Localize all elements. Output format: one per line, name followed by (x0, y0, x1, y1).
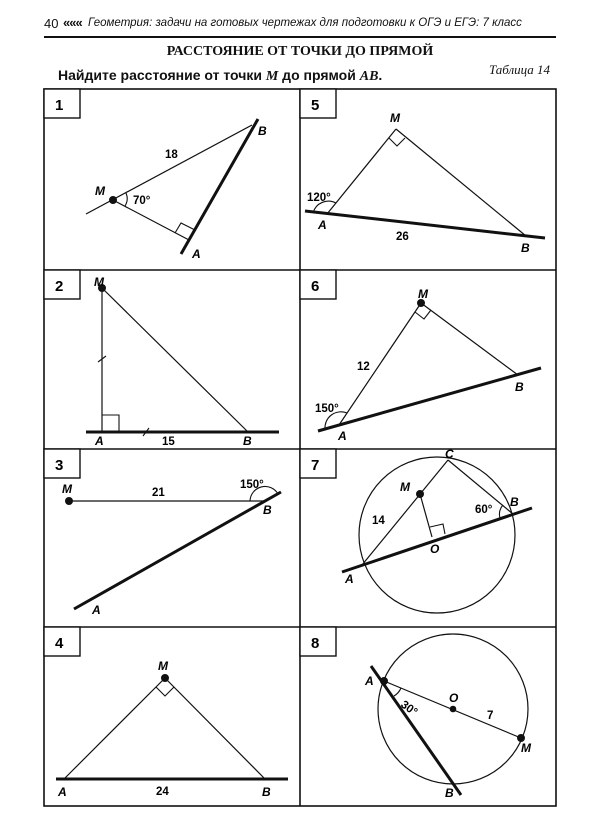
label-point: O (430, 542, 440, 556)
point-a (381, 678, 388, 685)
label-point: M (390, 111, 400, 125)
table-label: Таблица 14 (489, 62, 551, 77)
number-boxes (44, 89, 336, 656)
angle-arc (499, 505, 503, 518)
right-angle-mark (175, 223, 195, 233)
label-point: M (158, 659, 168, 673)
label-point: A (345, 572, 354, 586)
point-m (417, 491, 424, 498)
label-point: A (318, 218, 327, 232)
segment-mb (396, 129, 526, 236)
header-marker: ««« (63, 15, 82, 30)
value-label: 26 (396, 231, 409, 243)
label-point: B (515, 380, 524, 394)
label-point: M (95, 184, 105, 198)
label-point: C (445, 447, 454, 461)
label-point: B (263, 503, 272, 517)
value-label: 21 (152, 487, 165, 499)
line-ab (318, 368, 541, 431)
problem-number: 8 (311, 635, 320, 652)
value-label: 120° (307, 192, 331, 204)
figure-2 (86, 285, 279, 437)
point-m (110, 197, 117, 204)
figure-6 (318, 300, 541, 432)
line-ab (371, 666, 461, 795)
page-number: 40 (44, 16, 59, 31)
label-point: A (95, 434, 104, 448)
label-point: A (338, 429, 347, 443)
problem-number: 1 (55, 97, 64, 114)
problem-number: 6 (311, 278, 320, 295)
label-point: B (258, 124, 267, 138)
value-label: 24 (156, 786, 169, 798)
figure-7 (342, 457, 532, 613)
value-label: 150° (315, 403, 339, 415)
value-label: 30° (398, 698, 420, 719)
value-label: 70° (133, 195, 151, 207)
problem-number: 3 (55, 457, 64, 474)
angle-arc (394, 688, 401, 696)
label-point: A (192, 247, 201, 261)
figure-1 (86, 119, 258, 254)
point-o (450, 706, 456, 712)
value-label: 15 (162, 436, 175, 448)
line-ab (305, 211, 545, 238)
section-title: РАССТОЯНИЕ ОТ ТОЧКИ ДО ПРЯМОЙ (166, 44, 434, 59)
segment-mb (165, 678, 265, 779)
segment-mb (421, 303, 518, 375)
label-point: A (58, 785, 67, 799)
angle-arc (125, 193, 127, 206)
point-m (162, 675, 169, 682)
line-ab (342, 508, 532, 572)
label-point: B (445, 786, 454, 800)
point-m (66, 498, 73, 505)
segment-mb (102, 288, 248, 432)
segment-mo (420, 494, 432, 537)
label-point: B (243, 434, 252, 448)
value-label: 60° (475, 504, 493, 516)
figure-3 (66, 486, 282, 609)
right-angle-mark (102, 415, 119, 432)
figure-5 (305, 129, 545, 238)
label-point: M (400, 480, 410, 494)
figure-4 (56, 675, 288, 780)
segment-ma (327, 129, 396, 214)
value-label: 12 (357, 361, 370, 373)
segment-ma (64, 678, 165, 779)
label-point: M (94, 275, 104, 289)
right-angle-mark (430, 524, 445, 534)
label-point: B (521, 241, 530, 255)
right-angle-mark (415, 310, 431, 319)
value-label: 150° (240, 479, 264, 491)
task-text: Найдите расстояние от точки M до прямой AB. (58, 67, 383, 84)
right-angle-mark (389, 138, 405, 146)
label-point: O (449, 691, 459, 705)
problem-number: 4 (55, 635, 64, 652)
label-point: A (92, 603, 101, 617)
value-label: 7 (487, 710, 494, 722)
problem-number: 7 (311, 457, 320, 474)
problem-number: 5 (311, 97, 320, 114)
line-ab (181, 119, 258, 254)
right-angle-mark (156, 687, 174, 696)
figure-8 (371, 634, 528, 795)
value-label: 14 (372, 515, 385, 527)
line-ab (74, 492, 281, 609)
problem-number: 2 (55, 278, 64, 295)
segment-ma (113, 200, 189, 240)
label-point: M (521, 741, 531, 755)
label-point: B (262, 785, 271, 799)
label-point: A (365, 674, 374, 688)
label-point: B (510, 495, 519, 509)
label-point: M (62, 482, 72, 496)
book-title: Геометрия: задачи на готовых чертежах для подготовки к ОГЭ и ЕГЭ: 7 класс (88, 17, 522, 29)
value-label: 18 (165, 149, 178, 161)
circle (359, 457, 515, 613)
label-point: M (418, 287, 428, 301)
